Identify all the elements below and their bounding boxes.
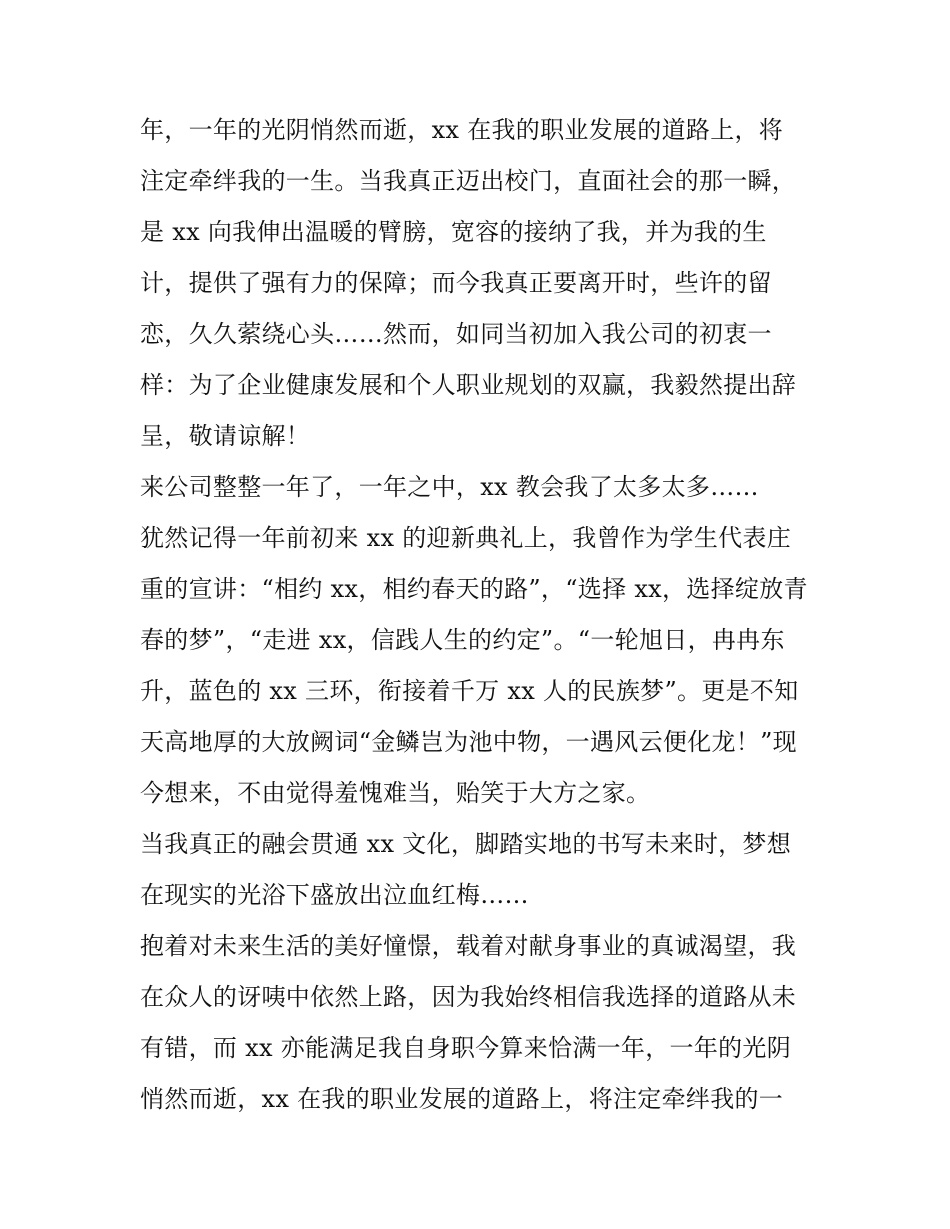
text-line: 在现实的光浴下盛放出泣血红梅…… [140,881,529,909]
text-line: 恋，久久萦绕心头……然而，如同当初加入我公司的初衷一 [140,320,772,348]
text-line: 样：为了企业健康发展和个人职业规划的双赢，我毅然提出辞 [140,371,797,399]
text-line: 是 xx 向我伸出温暖的臂膀，宽容的接纳了我，并为我的生 [140,218,767,246]
document-body [140,108,830,1128]
text-line: 重的宣讲：“相约 xx，相约春天的路”，“选择 xx，选择绽放青 [140,575,808,603]
text-line: 有错，而 xx 亦能满足我自身职今算来恰满一年，一年的光阴 [140,1034,792,1062]
text-line: 注定牵绊我的一生。当我真正迈出校门，直面社会的那一瞬， [140,167,797,195]
text-line: 悄然而逝，xx 在我的职业发展的道路上，将注定牵绊我的一 [140,1085,784,1113]
text-line: 犹然记得一年前初来 xx 的迎新典礼上，我曾作为学生代表庄 [140,524,792,552]
text-line: 今想来，不由觉得羞愧难当，贻笑于大方之家。 [140,779,651,807]
text-line: 年，一年的光阴悄然而逝，xx 在我的职业发展的道路上，将 [140,116,784,144]
text-line: 来公司整整一年了，一年之中，xx 教会我了太多太多…… [140,473,759,501]
text-line: 当我真正的融会贯通 xx 文化，脚踏实地的书写未来时，梦想 [140,830,792,858]
text-line: 春的梦”，“走进 xx，信践人生的约定”。“一轮旭日，冉冉东 [140,626,785,654]
text-line: 抱着对未来生活的美好憧憬，载着对献身事业的真诚渴望，我 [140,932,797,960]
text-line: 升，蓝色的 xx 三环，衔接着千万 xx 人的民族梦”。更是不知 [140,677,799,705]
text-line: 计，提供了强有力的保障；而今我真正要离开时，些许的留 [140,269,772,297]
text-line: 呈，敬请谅解！ [140,422,311,450]
text-line: 天高地厚的大放阙词“金鳞岂为池中物，一遇风云便化龙！”现 [140,728,797,756]
text-line: 在众人的讶咦中依然上路，因为我始终相信我选择的道路从未 [140,983,797,1011]
